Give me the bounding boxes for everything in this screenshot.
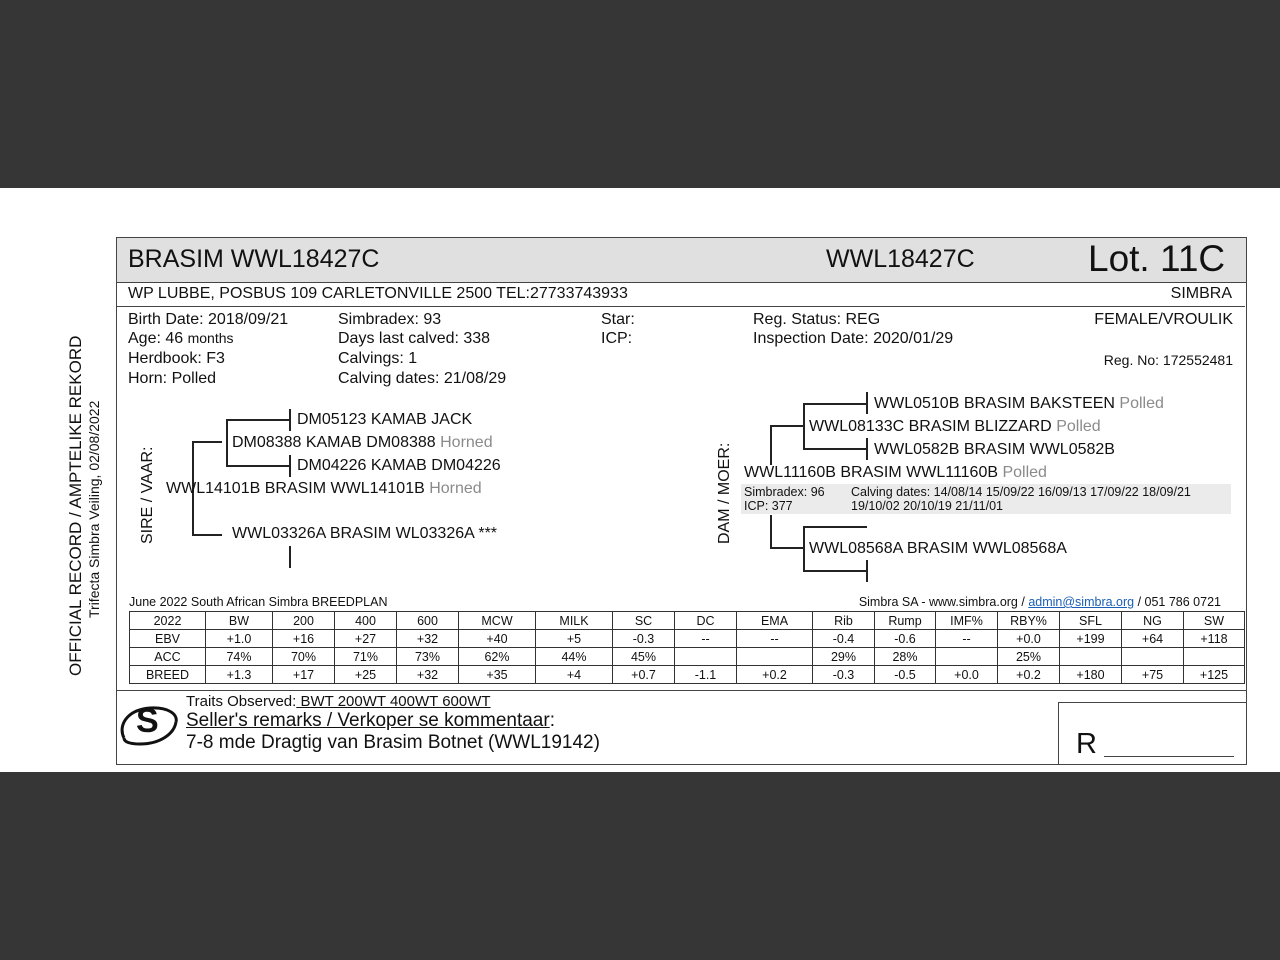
table-row-acc-cell — [675, 648, 737, 666]
table-row-breed-cell: -1.1 — [675, 666, 737, 684]
herdbook: Herdbook: F3 — [128, 350, 225, 367]
sex: FEMALE/VROULIK — [1094, 311, 1233, 328]
table-row-acc-cell: 45% — [613, 648, 675, 666]
dam-icp: ICP: 377 — [744, 499, 793, 513]
star: Star: — [601, 311, 635, 328]
remarks-label: Seller's remarks / Verkoper se kommentaar — [186, 710, 550, 731]
table-row-ebv-cell: -0.6 — [875, 630, 936, 648]
sire-dam: WWL03326A BRASIM WL03326A *** — [232, 525, 498, 542]
table-row-ebv-cell: +16 — [273, 630, 335, 648]
table-row-ebv-cell: +64 — [1122, 630, 1184, 648]
simbra-logo — [116, 702, 182, 748]
traits-observed — [186, 693, 491, 710]
email-link[interactable]: admin@simbra.org — [1028, 595, 1135, 609]
table-row-ebv-cell: +27 — [335, 630, 397, 648]
dam — [744, 464, 1047, 482]
dam-horn: Polled — [1002, 464, 1047, 481]
animal-name: BRASIM WWL18427C — [128, 245, 380, 273]
dam-sire-name: WWL08133C BRASIM BLIZZARD — [809, 418, 1052, 435]
dam-calving-dates-1: Calving dates: 14/08/14 15/09/22 16/09/13 17/09/22 18/09/21 — [851, 485, 1191, 499]
table-row-acc-cell: 73% — [397, 648, 459, 666]
table-row-ebv-cell: +118 — [1184, 630, 1245, 648]
table-row-ebv — [130, 630, 1245, 648]
table-header-row-cell: SW — [1184, 612, 1245, 630]
table-row-ebv-cell: -- — [675, 630, 737, 648]
table-row-acc — [130, 648, 1245, 666]
table-row-breed-cell: -0.3 — [813, 666, 875, 684]
age-value: Age: 46 — [128, 330, 184, 347]
table-row-ebv-cell: -0.3 — [613, 630, 675, 648]
dam-sire — [809, 418, 1101, 436]
table-row-acc-cell: 28% — [875, 648, 936, 666]
table-row-breed-cell: +4 — [536, 666, 613, 684]
sire-sire-horn: Horned — [440, 434, 493, 451]
dam-sire-sire-name: WWL0510B BRASIM BAKSTEEN — [874, 395, 1115, 412]
breedplan-contact — [859, 595, 1221, 609]
table-row-ebv-cell: +1.0 — [206, 630, 273, 648]
table-row-acc-cell: 44% — [536, 648, 613, 666]
icp: ICP: — [601, 330, 633, 347]
contact-phone: / 051 786 0721 — [1137, 595, 1221, 609]
dam-name: WWL11160B BRASIM WWL11160B — [744, 464, 999, 481]
reg-status: Reg. Status: REG — [753, 311, 881, 328]
traits-value: BWT 200WT 400WT 600WT — [296, 693, 491, 710]
table-row-ebv-cell: -- — [737, 630, 813, 648]
price-box-line-h — [1058, 702, 1246, 703]
table-row-acc-cell: 29% — [813, 648, 875, 666]
table-row-ebv-cell: EBV — [130, 630, 206, 648]
table-row-acc-cell — [737, 648, 813, 666]
table-row-acc-cell: 25% — [998, 648, 1060, 666]
inspection-date: Inspection Date: 2020/01/29 — [753, 330, 954, 347]
table-row-acc-cell — [1184, 648, 1245, 666]
table-row-breed-cell: +1.3 — [206, 666, 273, 684]
logo-letter: S — [136, 702, 159, 740]
table-row-breed-cell: +0.2 — [998, 666, 1060, 684]
price-label: R — [1076, 728, 1097, 760]
table-header-row-cell: Rib — [813, 612, 875, 630]
sire-sire — [232, 434, 493, 452]
table-row-ebv-cell: -- — [936, 630, 998, 648]
sire — [166, 480, 482, 498]
table-header-row-cell: NG — [1122, 612, 1184, 630]
table-row-breed-cell: -0.5 — [875, 666, 936, 684]
table-row-acc-cell: 62% — [459, 648, 536, 666]
traits-label: Traits Observed: — [186, 693, 297, 710]
table-row-acc-cell: ACC — [130, 648, 206, 666]
breed-name: SIMBRA — [1170, 285, 1232, 302]
table-header-row-cell: BW — [206, 612, 273, 630]
price-box-line-v — [1058, 702, 1059, 764]
price-line — [1104, 756, 1234, 757]
table-row-breed-cell: +0.7 — [613, 666, 675, 684]
table-header-row-cell: 400 — [335, 612, 397, 630]
table-row-ebv-cell: +40 — [459, 630, 536, 648]
table-header-row-cell: IMF% — [936, 612, 998, 630]
sire-sire-sire: DM05123 KAMAB JACK — [297, 411, 473, 428]
sire-sire-name: DM08388 KAMAB DM08388 — [232, 434, 436, 451]
age-unit: months — [187, 330, 234, 346]
table-header-row-cell: 600 — [397, 612, 459, 630]
table-row-acc-cell — [1060, 648, 1122, 666]
official-record-label: OFFICIAL RECORD / AMPTELIKE REKORD — [66, 335, 85, 676]
animal-id: WWL18427C — [826, 245, 975, 273]
table-header-row-cell: SFL — [1060, 612, 1122, 630]
table-row-acc-cell: 71% — [335, 648, 397, 666]
table-header-row-cell: EMA — [737, 612, 813, 630]
table-row-breed-cell: +32 — [397, 666, 459, 684]
dam-sire-sire — [874, 395, 1164, 413]
table-row-breed-cell: +35 — [459, 666, 536, 684]
contact-prefix: Simbra SA - www.simbra.org / — [858, 595, 1025, 609]
table-row-breed-cell: +125 — [1184, 666, 1245, 684]
table-header-row-cell: Rump — [875, 612, 936, 630]
table-header-row-cell: 200 — [273, 612, 335, 630]
table-row-acc-cell — [1122, 648, 1184, 666]
table-row-breed-cell: +0.2 — [737, 666, 813, 684]
sire-label: SIRE / VAAR: — [139, 446, 156, 544]
table-row-acc-cell — [936, 648, 998, 666]
remarks-heading — [186, 710, 555, 732]
table-row-acc-cell: 74% — [206, 648, 273, 666]
remarks-colon: : — [549, 710, 555, 731]
table-header-row-cell: MCW — [459, 612, 536, 630]
dam-sire-dam: WWL0582B BRASIM WWL0582B — [874, 441, 1115, 458]
days-last-calved: Days last calved: 338 — [338, 330, 491, 347]
age — [128, 330, 234, 348]
footer-rule — [116, 690, 1246, 691]
table-row-breed-cell: +0.0 — [936, 666, 998, 684]
table-header-row — [130, 612, 1245, 630]
sire-name: WWL14101B BRASIM WWL14101B — [166, 480, 425, 497]
calvings: Calvings: 1 — [338, 350, 418, 367]
table-row-ebv-cell: +32 — [397, 630, 459, 648]
table-row-acc-cell: 70% — [273, 648, 335, 666]
table-row-ebv-cell: -0.4 — [813, 630, 875, 648]
reg-number: Reg. No: 172552481 — [1103, 352, 1233, 368]
dam-sire-horn: Polled — [1056, 418, 1101, 435]
simbradex: Simbradex: 93 — [338, 311, 442, 328]
table-header-row-cell: 2022 — [130, 612, 206, 630]
dam-dam: WWL08568A BRASIM WWL08568A — [809, 540, 1067, 557]
dam-simbradex: Simbradex: 96 — [744, 485, 825, 499]
table-row-ebv-cell: +0.0 — [998, 630, 1060, 648]
breedplan-table — [129, 611, 1245, 684]
sire-sire-dam: DM04226 KAMAB DM04226 — [297, 457, 501, 474]
auction-label: Trifecta Simbra Veiling, 02/08/2022 — [86, 400, 102, 618]
table-header-row-cell: MILK — [536, 612, 613, 630]
horn-status: Horn: Polled — [128, 370, 217, 387]
sire-horn: Horned — [429, 480, 482, 497]
dam-sire-sire-horn: Polled — [1119, 395, 1164, 412]
table-row-breed-cell: +180 — [1060, 666, 1122, 684]
calving-dates: Calving dates: 21/08/29 — [338, 370, 507, 387]
table-header-row-cell: RBY% — [998, 612, 1060, 630]
lot-number: Lot. 11C — [1088, 238, 1226, 279]
birth-date: Birth Date: 2018/09/21 — [128, 311, 289, 328]
table-header-row-cell: SC — [613, 612, 675, 630]
table-row-breed-cell: +17 — [273, 666, 335, 684]
table-row-breed-cell: +25 — [335, 666, 397, 684]
remarks-text: 7-8 mde Dragtig van Brasim Botnet (WWL19142) — [186, 732, 600, 753]
dam-label: DAM / MOER: — [716, 442, 733, 544]
dam-calving-dates-2: 19/10/02 20/10/19 21/11/01 — [851, 499, 1003, 513]
breedplan-source: June 2022 South African Simbra BREEDPLAN — [129, 595, 388, 609]
owner-address: WP LUBBE, POSBUS 109 CARLETONVILLE 2500 TEL:27733743933 — [128, 285, 628, 302]
table-row-breed-cell: +75 — [1122, 666, 1184, 684]
table-row-ebv-cell: +5 — [536, 630, 613, 648]
table-row-ebv-cell: +199 — [1060, 630, 1122, 648]
table-row-breed — [130, 666, 1245, 684]
table-row-breed-cell: BREED — [130, 666, 206, 684]
table-header-row-cell: DC — [675, 612, 737, 630]
